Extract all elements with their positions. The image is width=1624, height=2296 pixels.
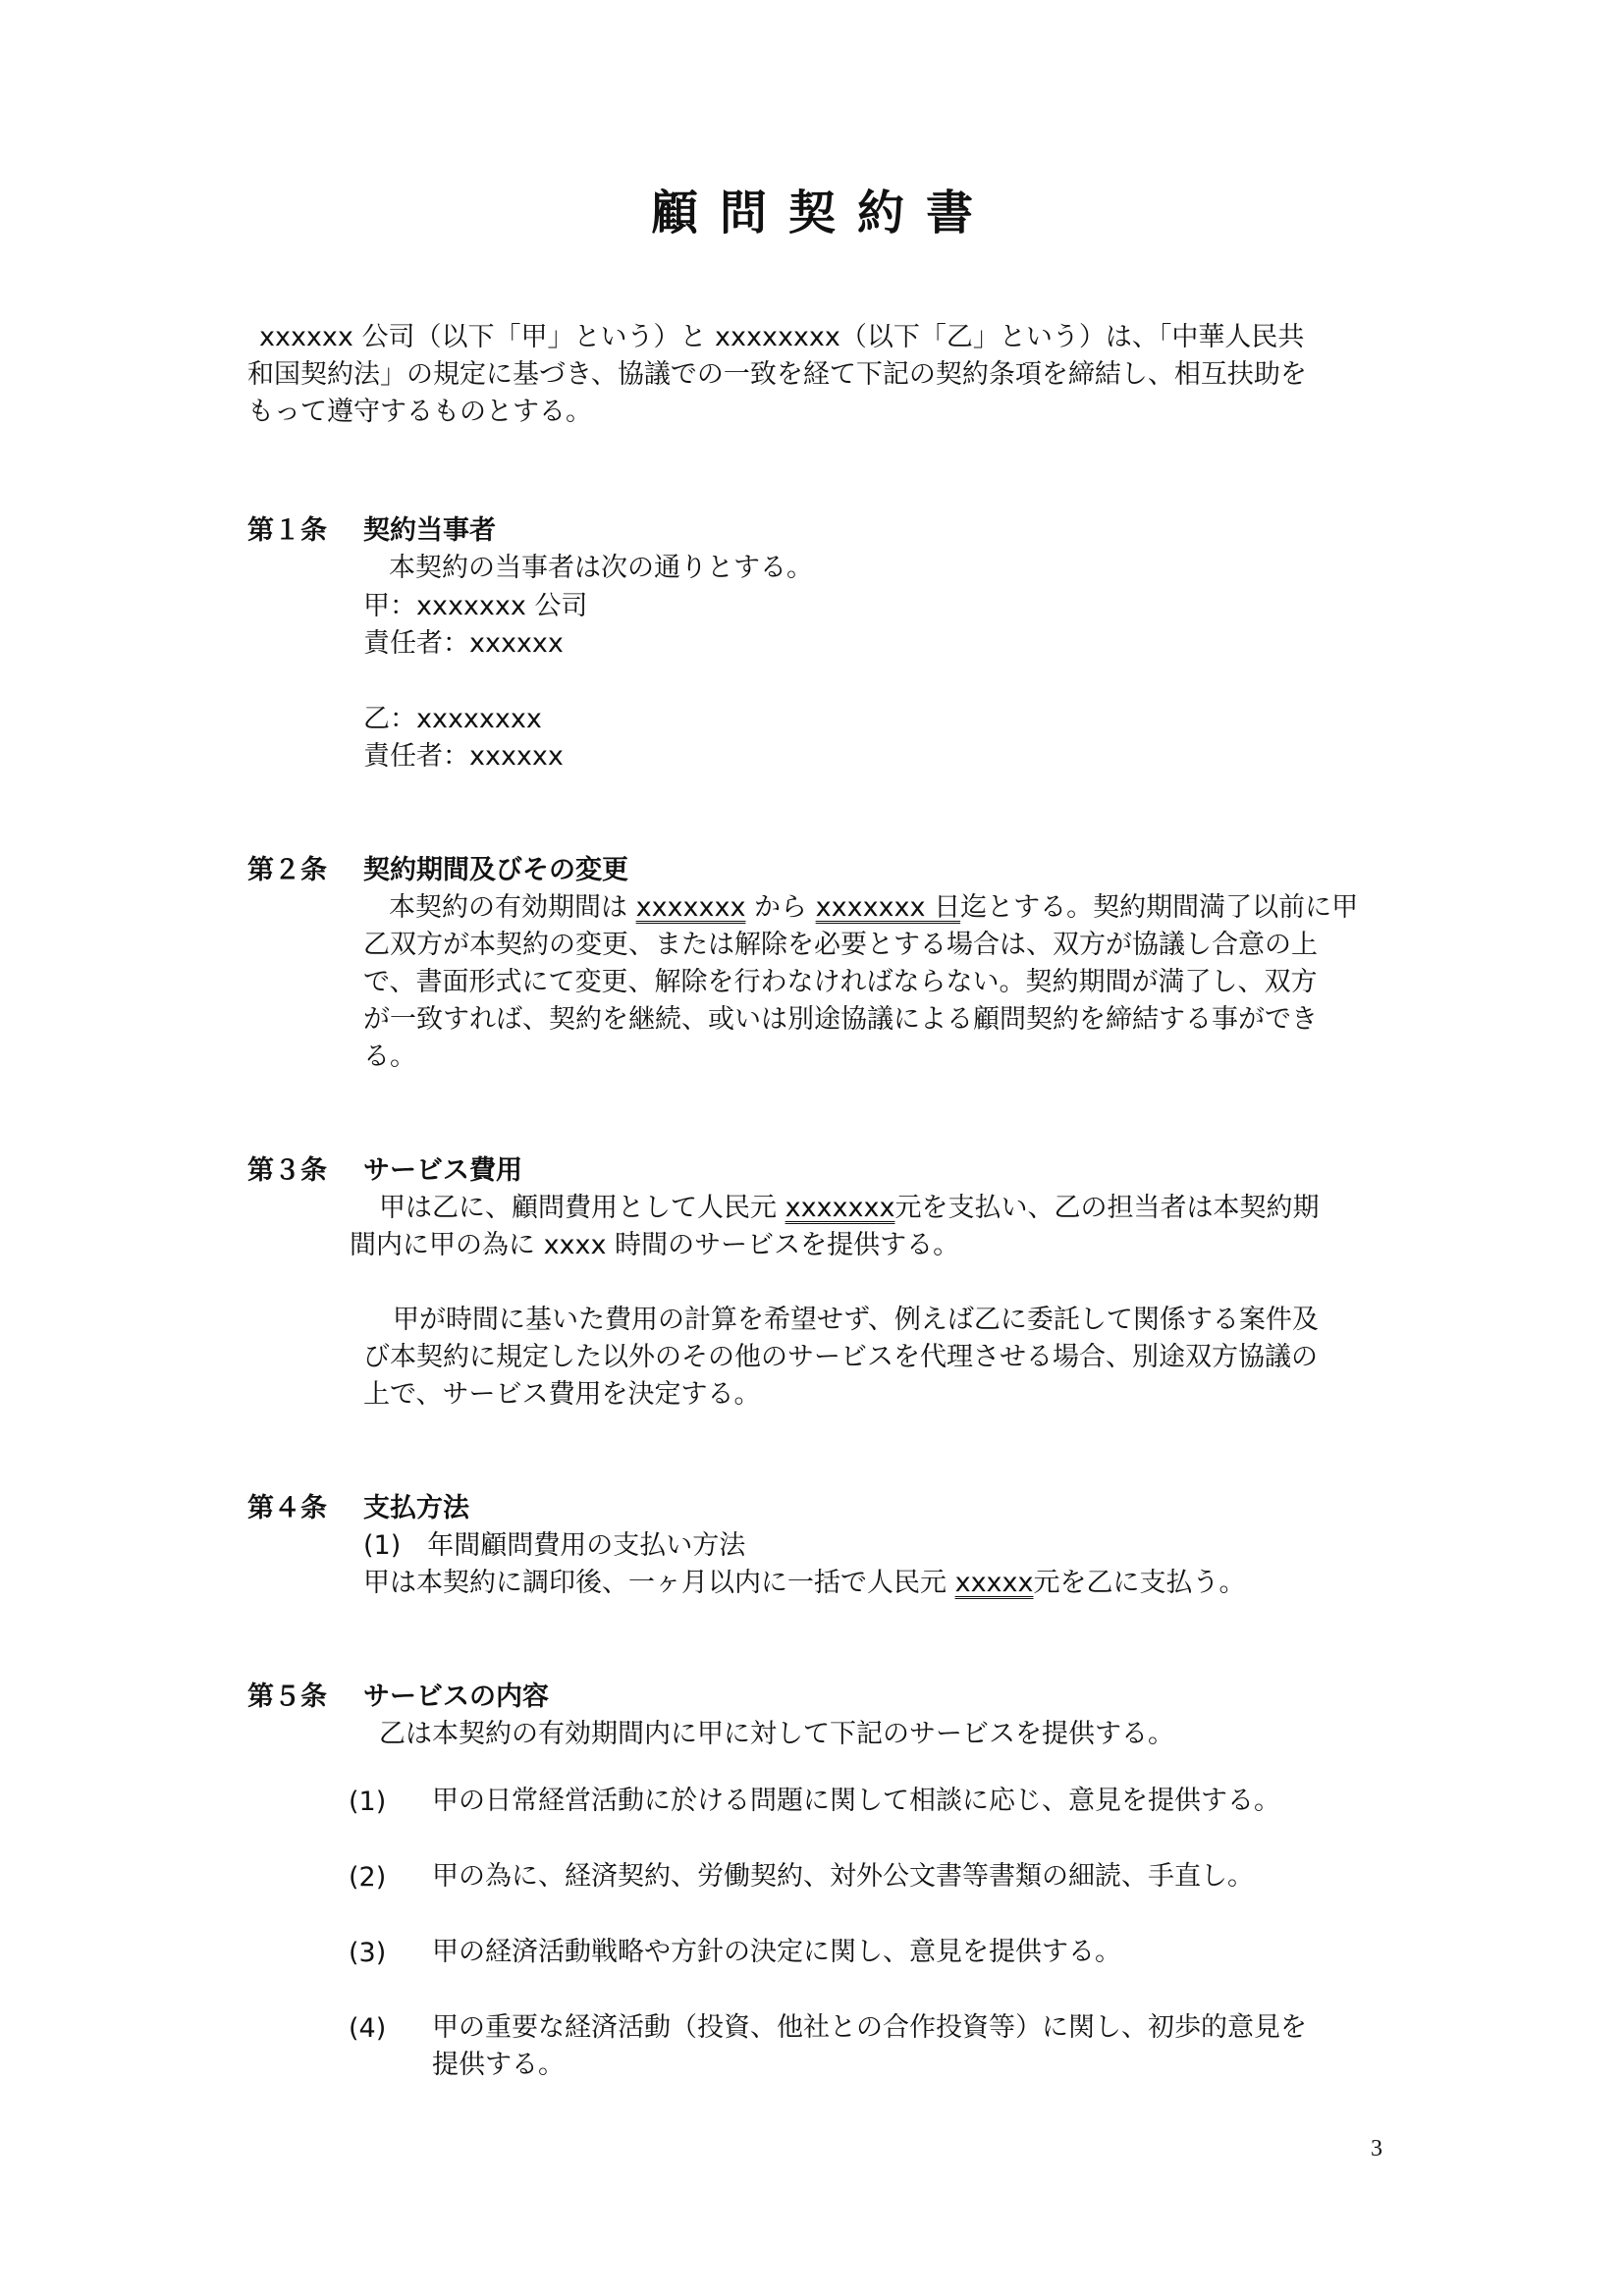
- article-1-title: 契約当事者: [363, 515, 496, 546]
- preamble-line-2: 和国契約法」の規定に基づき、協議での一致を経て下記の契約条項を締結し、相互扶助を: [247, 359, 1307, 390]
- service-item-4-number: (4): [349, 2013, 387, 2044]
- fee-amount-blank: xxxxxxx: [785, 1193, 895, 1223]
- article-4-number: 第４条: [247, 1493, 327, 1523]
- article-4-title: 支払方法: [363, 1493, 469, 1523]
- article-1-intro: 本契約の当事者は次の通りとする。: [389, 553, 813, 583]
- article-3-line-5: 上で、サービス費用を決定する。: [363, 1379, 761, 1410]
- article-2-line-1: [389, 885, 1358, 924]
- article-4-text: 甲は本契約に調印後、一ヶ月以内に一括で人民元: [363, 1568, 947, 1598]
- start-date-blank: xxxxxxx: [635, 892, 746, 923]
- article-2-text: 本契約の有効期間は: [389, 892, 627, 923]
- article-4-line-1: [363, 1561, 1246, 1599]
- service-item-4-text-continued: 提供する。: [432, 2050, 565, 2080]
- article-3-number: 第３条: [247, 1155, 327, 1186]
- article-2-line-4: が一致すれば、契約を継続、或いは別途協議による顧問契約を締結する事ができ: [363, 1004, 1318, 1035]
- article-4-subheading: (1) 年間顧問費用の支払い方法: [363, 1530, 746, 1561]
- party-b: 乙：xxxxxxxx: [363, 704, 542, 734]
- article-3-title: サービス費用: [363, 1155, 522, 1186]
- service-item-1-number: (1): [349, 1787, 387, 1817]
- service-item-2-number: (2): [349, 1862, 387, 1893]
- article-3-line-3: 甲が時間に基いた費用の計算を希望せず、例えば乙に委託して関係する案件及: [393, 1305, 1319, 1335]
- party-a-representative: 責任者：xxxxxx: [363, 628, 564, 659]
- preamble-line-3: もって遵守するものとする。: [247, 397, 592, 427]
- article-2-line-2: 乙双方が本契約の変更、または解除を必要とする場合は、双方が協議し合意の上: [363, 930, 1318, 960]
- article-3-line-4: び本契約に規定した以外のその他のサービスを代理させる場合、別途双方協議の: [363, 1342, 1318, 1372]
- article-4-text: 元を乙に支払う。: [1033, 1568, 1246, 1598]
- article-3-line-1: [379, 1186, 1319, 1224]
- service-item-3-number: (3): [349, 1938, 387, 1968]
- end-date-blank: xxxxxxx 日: [815, 892, 961, 923]
- article-5-title: サービスの内容: [363, 1682, 549, 1712]
- article-2-line-3: で、書面形式にて変更、解除を行わなければならない。契約期間が満了し、双方: [363, 967, 1318, 997]
- document-title: 顧問契約書: [650, 186, 995, 240]
- article-5-intro: 乙は本契約の有効期間内に甲に対して下記のサービスを提供する。: [379, 1719, 1174, 1749]
- article-1-number: 第１条: [247, 515, 327, 546]
- article-2-text: から: [754, 892, 808, 923]
- article-2-text: 迄とする。契約期間満了以前に甲: [960, 892, 1359, 923]
- article-1-heading: [247, 508, 496, 547]
- article-3-text: 甲は乙に、顧問費用として人民元: [379, 1193, 777, 1223]
- article-2-heading: [247, 848, 628, 886]
- party-b-representative: 責任者：xxxxxx: [363, 741, 564, 772]
- article-4-heading: [247, 1486, 469, 1524]
- article-3-heading: [247, 1148, 522, 1187]
- article-5-heading: [247, 1675, 549, 1713]
- article-2-line-5: る。: [363, 1041, 416, 1072]
- service-item-4-text: 甲の重要な経済活動（投資、他社との合作投資等）に関し、初歩的意見を: [432, 2012, 1307, 2043]
- page-number: 3: [1371, 2136, 1382, 2162]
- article-3-text: 元を支払い、乙の担当者は本契約期: [894, 1193, 1320, 1223]
- article-3-line-2: 間内に甲の為に xxxx 時間のサービスを提供する。: [350, 1230, 960, 1260]
- service-item-3-text: 甲の経済活動戦略や方針の決定に関し、意見を提供する。: [432, 1937, 1121, 1967]
- party-a: 甲：xxxxxxx 公司: [363, 591, 588, 621]
- article-2-number: 第２条: [247, 855, 327, 885]
- service-item-1-text: 甲の日常経営活動に於ける問題に関して相談に応じ、意見を提供する。: [432, 1786, 1280, 1816]
- service-item-2-text: 甲の為に、経済契約、労働契約、対外公文書等書類の細読、手直し。: [432, 1861, 1254, 1892]
- preamble-line-1: xxxxxx 公司（以下「甲」という）と xxxxxxxx（以下「乙」という）は、「中華人民共: [259, 322, 1305, 352]
- payment-amount-blank: xxxxx: [954, 1568, 1034, 1598]
- article-2-title: 契約期間及びその変更: [363, 855, 628, 885]
- article-5-number: 第５条: [247, 1682, 327, 1712]
